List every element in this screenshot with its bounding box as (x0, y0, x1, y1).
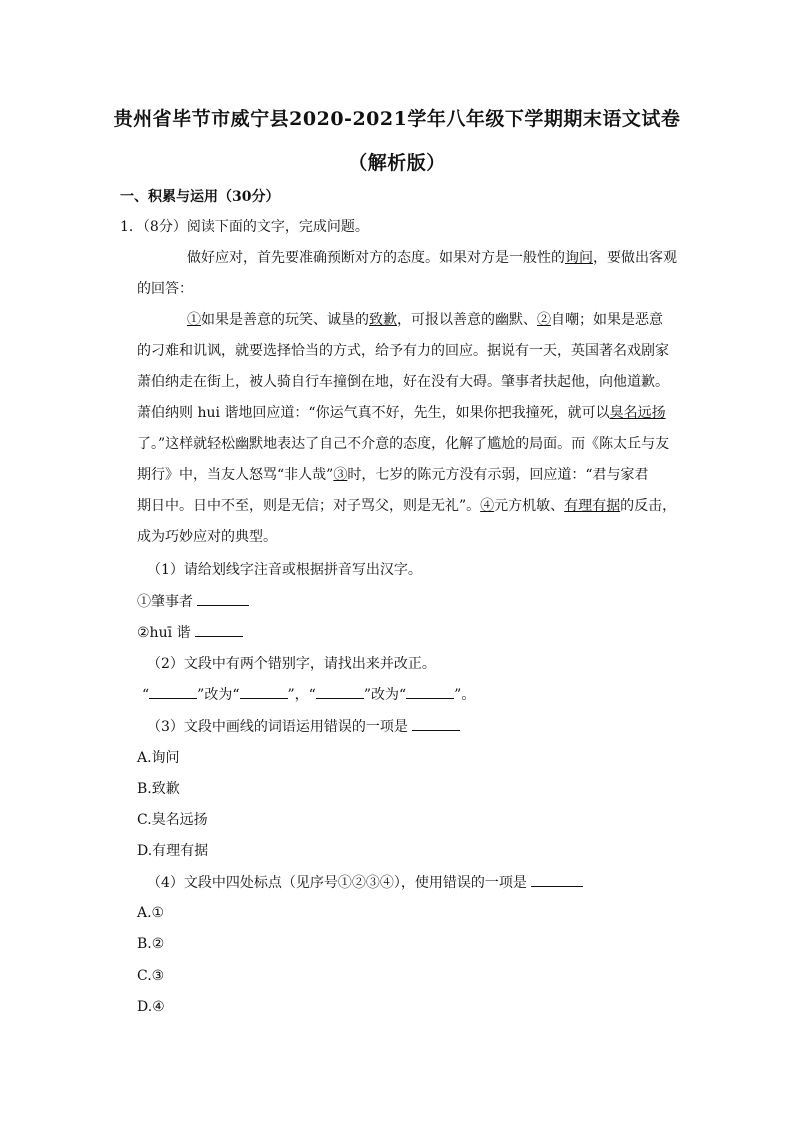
passage-line: 了。”这样就轻松幽默地表达了自己不介意的态度，化解了尴尬的局面。而《陈太丘与友 (137, 436, 670, 452)
underlined-word: 询问 (565, 250, 593, 266)
answer-blank[interactable] (316, 686, 364, 699)
prompt-text: （4）文段中四处标点（见序号①②③④），使用错误的一项是 (147, 875, 527, 891)
item-label: ①肇事者 (137, 594, 193, 610)
passage-text: 萧伯纳则 hui 谐地回应道：“你运气真不好，先生，如果你把我撞死，就可以 (137, 405, 610, 421)
option-b[interactable]: B.致歉 (137, 781, 180, 797)
subquestion-prompt (147, 718, 460, 736)
passage-text: 期日中。日中不至，则是无信；对子骂父，则是无礼”。 (137, 498, 481, 514)
document-subtitle: （解析版） (348, 152, 446, 174)
question-intro: 1．（8分）阅读下面的文字，完成问题。 (120, 219, 369, 235)
passage-text: 自嘲；如果是恶意 (551, 312, 663, 328)
circled-number-marker: ④ (480, 498, 495, 514)
passage-text: 做好应对，首先要准确预断对方的态度。如果对方是一般性的 (187, 250, 565, 266)
underlined-word: 致歉 (369, 312, 397, 328)
quote-mark: ”改为“ (363, 687, 407, 703)
circled-number-marker: ③ (333, 467, 348, 483)
section-heading: 一、积累与运用（30分） (120, 189, 280, 205)
answer-blank[interactable] (412, 718, 460, 731)
quote-mark: ”。 (454, 687, 476, 703)
document-title: 贵州省毕节市威宁县2020-2021学年八年级下学期期末语文试卷 (113, 108, 681, 130)
subquestion-item (137, 624, 243, 642)
passage-line (137, 466, 648, 484)
answer-blank[interactable] (195, 624, 243, 637)
passage-text: 元方机敏、 (494, 498, 565, 514)
underlined-word: 有理有据 (564, 498, 621, 514)
option-c[interactable]: C.③ (137, 968, 165, 984)
passage-text: ，可报以善意的幽默、 (397, 312, 537, 328)
passage-line (187, 249, 677, 267)
passage-line: 成为巧妙应对的典型。 (137, 529, 277, 545)
option-c[interactable]: C.臭名远扬 (137, 812, 208, 828)
answer-blank[interactable] (197, 593, 249, 606)
underlined-word: 臭名远扬 (609, 405, 666, 421)
subquestion-prompt: （2）文段中有两个错别字，请找出来并改正。 (147, 656, 436, 672)
quote-mark: “ (142, 687, 150, 703)
passage-line (187, 311, 663, 329)
circled-number-marker: ① (187, 312, 201, 328)
prompt-text: （3）文段中画线的词语运用错误的一项是 (147, 719, 408, 735)
answer-blank[interactable] (149, 686, 197, 699)
option-d[interactable]: D.有理有据 (137, 843, 209, 859)
option-a[interactable]: A.询问 (137, 750, 180, 766)
answer-blank[interactable] (531, 874, 583, 887)
subquestion-prompt (147, 874, 583, 892)
passage-text: 的反击， (620, 498, 677, 514)
passage-line: 的回答： (137, 281, 193, 297)
subquestion-prompt: （1）请给划线字注音或根据拼音写出汉字。 (147, 562, 422, 578)
answer-blank[interactable] (406, 686, 454, 699)
passage-line: 萧伯纳走在街上，被人骑自行车撞倒在地，好在没有大碍。肇事者扶起他，向他道歉。 (137, 374, 669, 390)
passage-text: 期行》中，当友人怒骂“非人哉” (137, 467, 334, 483)
passage-line (137, 404, 666, 422)
option-b[interactable]: B.② (137, 936, 165, 952)
passage-line (137, 497, 676, 515)
circled-number-marker: ② (537, 312, 551, 328)
passage-text: 如果是善意的玩笑、诚垦的 (201, 312, 369, 328)
correction-line (142, 686, 475, 704)
option-a[interactable]: A.① (137, 905, 165, 921)
answer-blank[interactable] (240, 686, 288, 699)
subquestion-item (137, 593, 249, 611)
quote-mark: ”，“ (287, 687, 316, 703)
item-label: ②huī 谐 (137, 625, 191, 641)
option-d[interactable]: D.④ (137, 999, 165, 1015)
passage-text: ，要做出客观 (593, 250, 677, 266)
passage-line: 的刁难和讥讽，就要选择恰当的方式，给予有力的回应。据说有一天，英国著名戏剧家 (137, 343, 669, 359)
quote-mark: ”改为“ (197, 687, 240, 703)
passage-text: 时，七岁的陈元方没有示弱，回应道：“君与家君 (347, 467, 649, 483)
